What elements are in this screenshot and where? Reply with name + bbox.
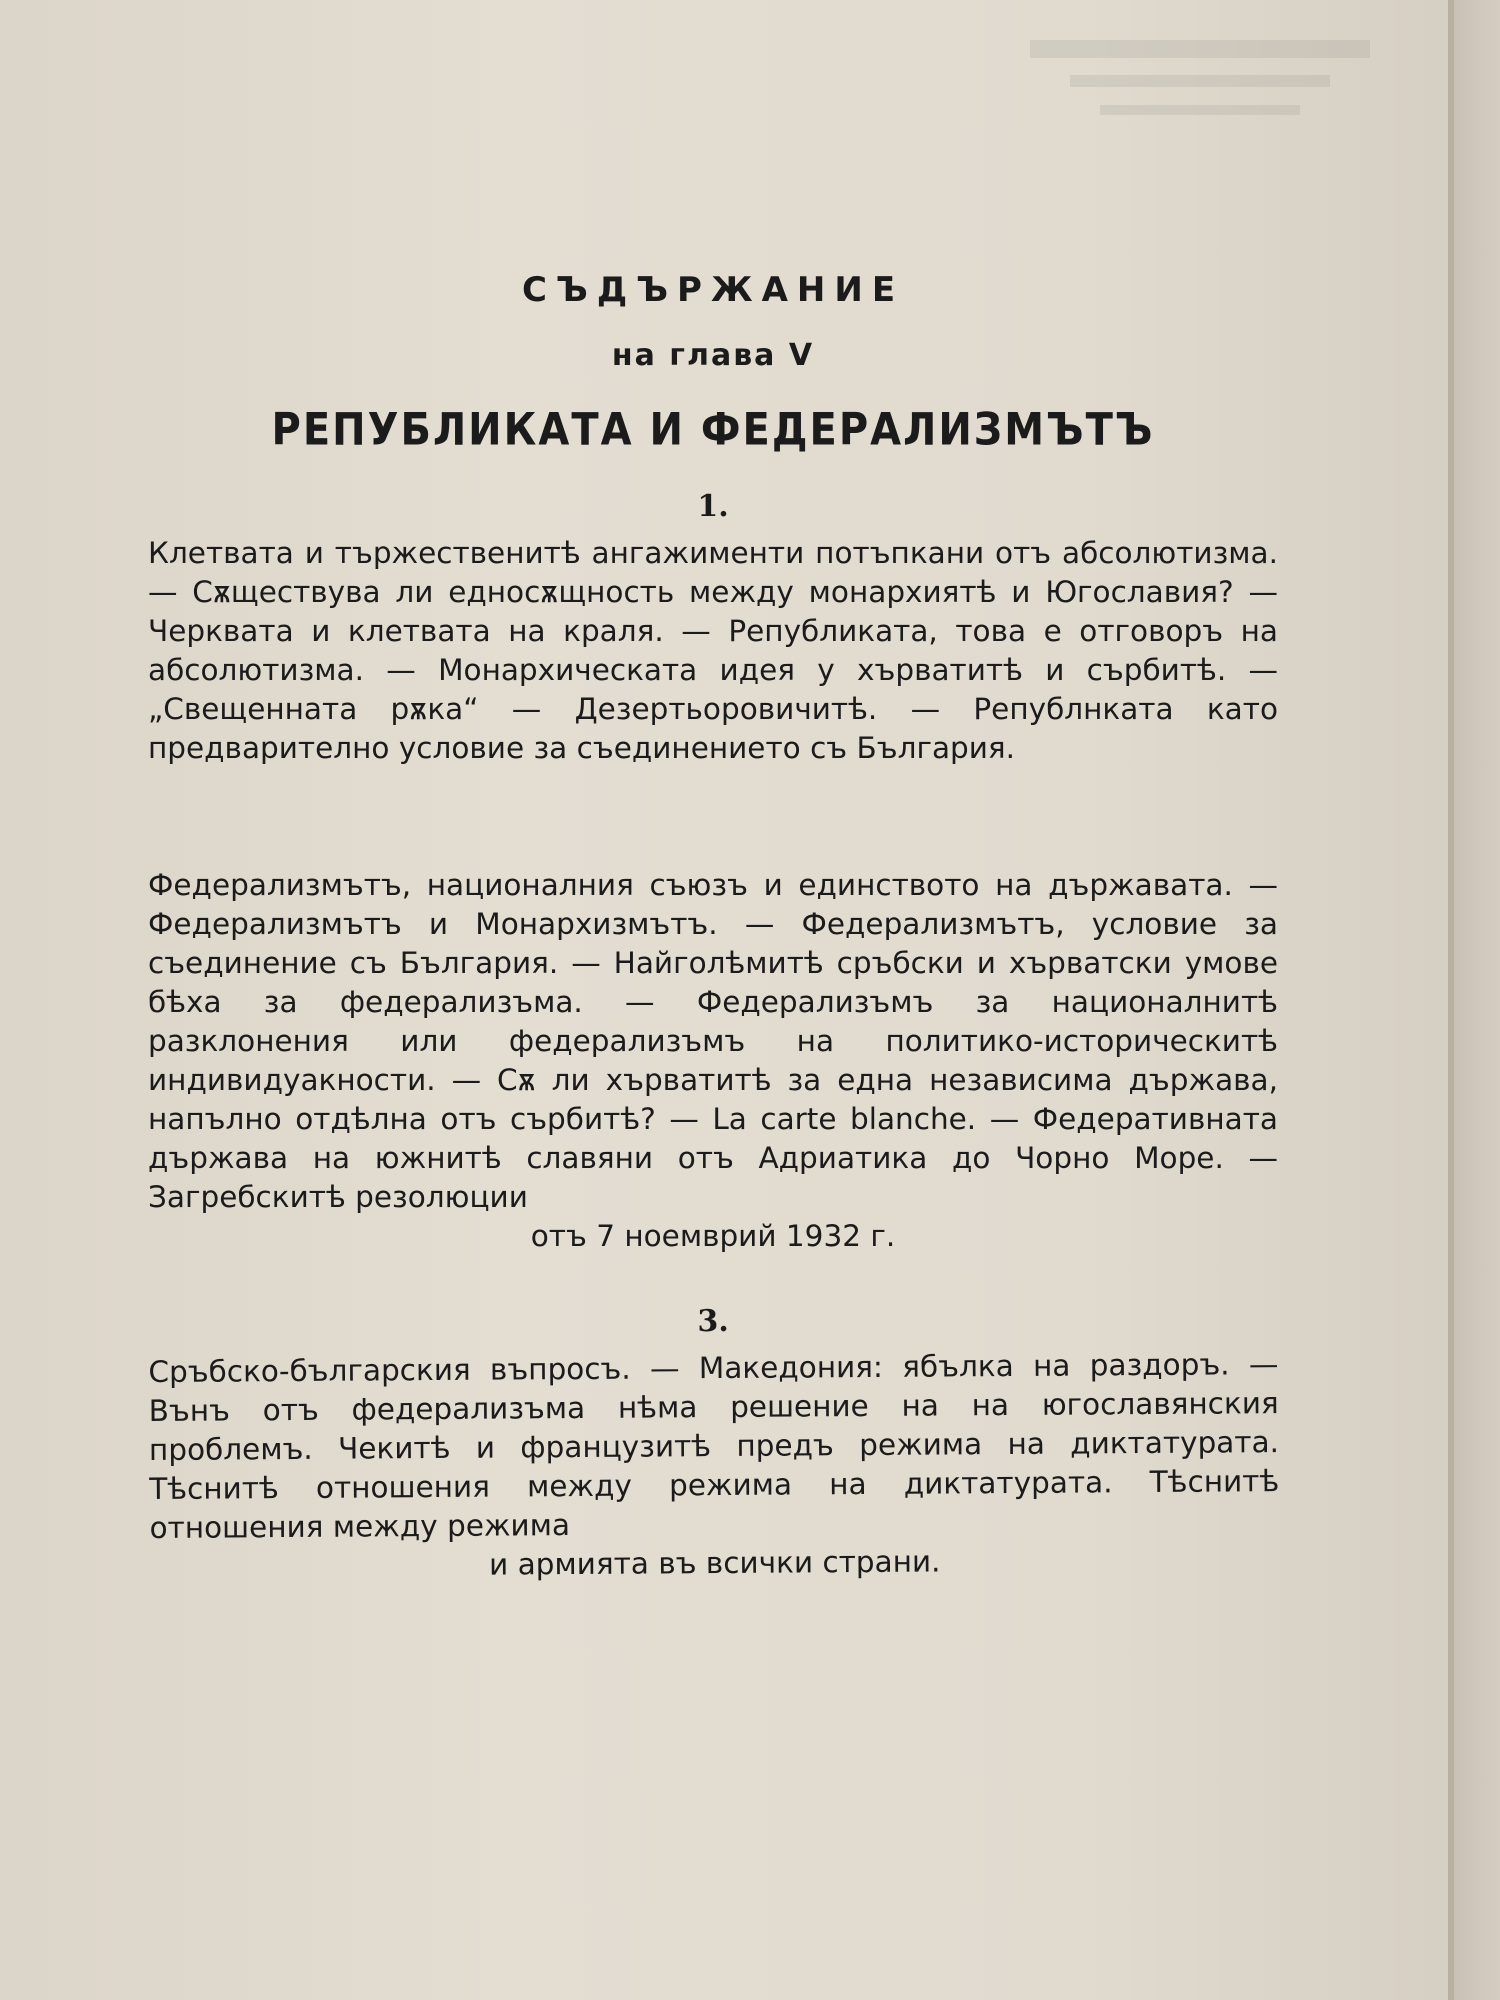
section-number: 3. (697, 1303, 729, 1340)
section-summary-last-line: отъ 7 ноемврий 1932 г. (530, 1219, 896, 1253)
section-3 (148, 1300, 1280, 1587)
section-number: 1. (697, 489, 729, 524)
section-1 (148, 489, 1278, 768)
table-of-contents (148, 270, 1278, 1639)
chapter-heading: РЕПУБЛИКАТА И ФЕДЕРАЛИЗМЪТЪ (271, 404, 1155, 456)
section-summary-last-line: и армията въ всички страни. (488, 1544, 941, 1582)
bleed-through-text (1010, 20, 1390, 140)
chapter-subtitle: на глава V (611, 338, 815, 373)
contents-title: СЪДЪРЖАНИЕ (521, 270, 905, 310)
section-summary (148, 866, 1278, 1256)
section-2 (148, 820, 1278, 1256)
section-summary: Клетвата и тържественитѣ ангажименти потъпкани отъ абсолютизма. — Сѫществува ли едносѫщность между монархиятѣ и Югославия? — Черквата и клетвата на краля. — Републиката, това е отговоръ на абсолютизма. — Монархическата идея у хърватитѣ и сърбитѣ. — „Свещенната рѫка“ — Дезертьоровичитѣ. — Републнката като предварително условие за съединението съ България. (148, 536, 1278, 765)
section-summary-body: Сръбско-българския въпросъ. — Македония: ябълка на раздоръ. — Вънъ отъ федерализъма нѣма решение на на югославянския проблемъ. Чекитѣ и французитѣ предъ режима на диктатурата. Тѣснитѣ отношения между режима на диктатурата. Тѣснитѣ отношения между режима (148, 1347, 1280, 1545)
book-spine (1454, 0, 1500, 2000)
section-number (148, 820, 1278, 856)
section-summary-body: Федерализмътъ, националния съюзъ и единството на държавата. — Федерализмътъ и Монархизмътъ. — Федерализмътъ, условие за съединение съ България. — Найголѣмитѣ сръбски и хърватски умове бѣха за федерализъма. — Федерализъмъ за националнитѣ разклонения или федерализъмъ на политико-историческитѣ индивидуакности. — Сѫ ли хърватитѣ за една независима държава, напълно отдѣлна отъ сърбитѣ? — La carte blanche. — Федеративната държава на южнитѣ славяни отъ Адриатика до Чорно Море. — Загребскитѣ резолюции (148, 868, 1278, 1214)
section-summary (148, 1345, 1280, 1587)
